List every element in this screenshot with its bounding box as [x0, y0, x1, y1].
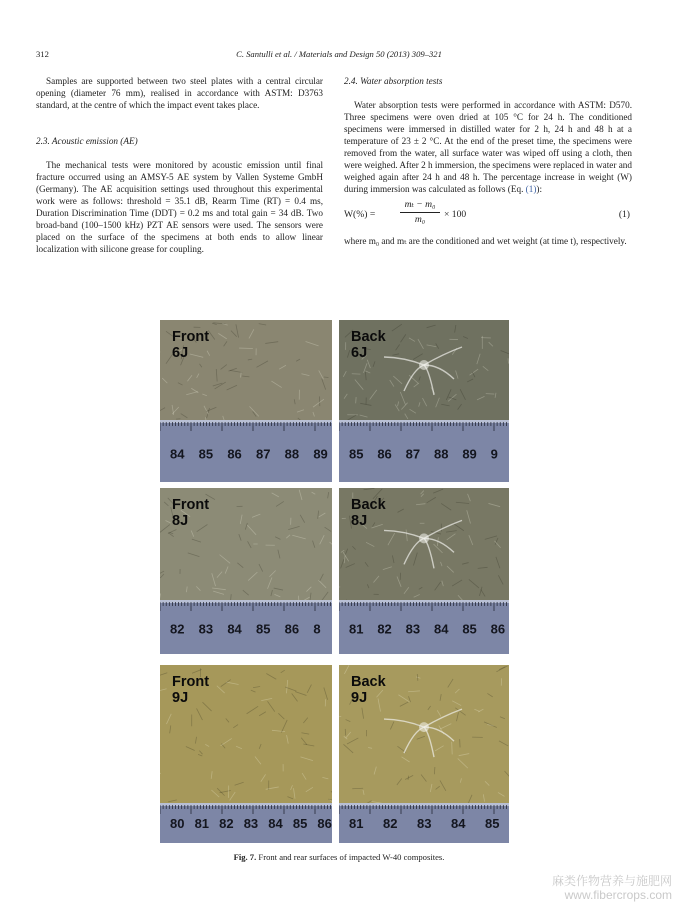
- ruler-number: 83: [405, 621, 421, 637]
- ruler: [339, 600, 509, 654]
- ruler-number: 82: [383, 815, 398, 831]
- ruler-number: 9: [490, 446, 498, 462]
- ruler-number: 84: [170, 446, 185, 462]
- figure-panel-back-6j: [339, 320, 509, 482]
- page-number: 312: [36, 49, 49, 59]
- equation-denominator: m₀: [414, 214, 426, 225]
- ruler-number: 84: [451, 815, 466, 831]
- ruler-number: 82: [170, 621, 185, 637]
- watermark-url: www.fibercrops.com: [564, 888, 672, 902]
- paragraph-where: where m₀ and mₜ are the conditioned and wet weight (at time t), respectively.: [344, 236, 627, 246]
- ruler-number: 82: [377, 621, 392, 637]
- caption-label: Fig. 7.: [233, 852, 257, 862]
- site-watermark: [552, 874, 672, 902]
- ruler-number: 85: [462, 621, 477, 637]
- figure-panel-front-9j: [160, 665, 332, 843]
- equation-numerator: mₜ − m₀: [400, 199, 440, 213]
- ruler-number: 89: [462, 446, 477, 462]
- impact-point: [419, 722, 429, 732]
- paragraph-water-end: ):: [536, 184, 543, 194]
- panel-energy-label: 9J: [172, 689, 189, 706]
- ruler-number: 81: [349, 621, 364, 637]
- ruler-number: 87: [405, 446, 421, 462]
- ruler-number: 80: [170, 815, 185, 831]
- ruler-number: 88: [284, 446, 300, 462]
- impact-point: [419, 533, 429, 543]
- ruler-number: 84: [268, 815, 283, 831]
- left-column: [36, 75, 323, 255]
- ruler-edge: [160, 600, 332, 603]
- fiber-texture: [298, 596, 299, 601]
- figure-panel-back-8j: [339, 488, 509, 654]
- ruler-number: 85: [485, 815, 500, 831]
- ruler-number: 82: [219, 815, 234, 831]
- ruler-number: 87: [256, 446, 271, 462]
- panel-energy-label: 8J: [351, 512, 368, 529]
- ruler-number: 86: [317, 815, 332, 831]
- ruler-number: 86: [227, 446, 242, 462]
- panel-side-label: Front: [172, 674, 210, 690]
- section-title-ae: 2.3. Acoustic emission (AE): [36, 136, 138, 146]
- ruler: [160, 420, 332, 482]
- panel-side-label: Front: [172, 497, 210, 513]
- panel-energy-label: 6J: [351, 344, 368, 361]
- panel-side-label: Back: [351, 329, 386, 345]
- ruler-number: 86: [490, 621, 506, 637]
- panel-energy-label: 9J: [351, 689, 368, 706]
- fiber-texture: [324, 377, 328, 378]
- equation-link[interactable]: (1): [525, 184, 537, 194]
- ruler-edge: [339, 803, 509, 806]
- figure-panel-front-6j: [160, 320, 332, 482]
- equation-1: [344, 199, 632, 231]
- fiber-texture: [417, 674, 418, 681]
- ruler-number: 85: [198, 446, 214, 462]
- figure-caption: [0, 852, 678, 862]
- ruler-number: 85: [256, 621, 271, 637]
- watermark-chinese: 麻类作物营养与施肥网: [551, 874, 672, 888]
- ruler-number: 86: [284, 621, 300, 637]
- fiber-texture: [452, 742, 453, 755]
- ruler-edge: [160, 803, 332, 806]
- ruler-number: 81: [349, 815, 364, 831]
- ruler-edge: [339, 600, 509, 603]
- caption-text: Front and rear surfaces of impacted W-40 composites.: [258, 852, 445, 862]
- paragraph-water-text: Water absorption tests were performed in accordance with ASTM: D570. Three specimens were oven dried at 105 °C for 24 h. The conditioned specimens were immersed in distilled water for 2 h, 24 h and 48 h at a temperature of 23 ± 2 °C. At the end of the preset time, the specimens were removed from the water, all surface water was wiped off using a cloth, then were weighed. After 2 h immersion, the specimens were replaced in water and weighed again after 24 h and 48 h. The percentage increase in weight (W) during immersion was calculated as follows (Eq.: [344, 100, 632, 194]
- ruler-number: 85: [292, 815, 308, 831]
- ruler: [160, 600, 332, 654]
- ruler-number: 83: [198, 621, 214, 637]
- ruler-number: 88: [434, 446, 449, 462]
- paragraph-water: [344, 99, 632, 195]
- ruler-number: 83: [417, 815, 432, 831]
- panel-side-label: Back: [351, 674, 386, 690]
- ruler: [339, 420, 509, 482]
- paragraph-support: Samples are supported between two steel plates with a central circular opening (diameter 76 mm), realised in accordance with ASTM: D3763 standard, at the centre of which the impact event takes place.: [36, 76, 323, 110]
- ruler-number: 84: [227, 621, 242, 637]
- equation-lhs: W(%) =: [344, 209, 376, 220]
- paragraph-ae: The mechanical tests were monitored by acoustic emission until final fracture occurred using an AMSY-5 AE system by Vallen Systeme GmbH (Germany). The AE acquisition settings used throughout this experimental work were as follows: threshold = 35.1 dB, Rearm Time (RT) = 0.4 ms, Duration Discrimination Time (DDT) = 0.2 ms and total gain = 34 dB. Two broad-band (100–1500 kHz) PZT AE sensors were used. The sensors were placed on the surface of the specimens at both ends to allow linear localization with silicone grease for coupling.: [36, 160, 323, 254]
- ruler-edge: [160, 420, 332, 423]
- right-column: [344, 75, 632, 247]
- ruler-number: 8: [313, 621, 321, 637]
- figure-panel-back-9j: [339, 665, 509, 843]
- ruler-number: 86: [377, 446, 392, 462]
- ruler-number: 84: [434, 621, 449, 637]
- ruler-number: 89: [313, 446, 328, 462]
- ruler-number: 85: [349, 446, 364, 462]
- panel-energy-label: 8J: [172, 512, 189, 529]
- figure-panel-front-8j: [160, 488, 332, 654]
- equation-fraction: [400, 199, 440, 226]
- impact-point: [419, 360, 429, 370]
- fiber-texture: [352, 788, 363, 789]
- journal-citation: C. Santulli et al. / Materials and Design 50 (2013) 309–321: [236, 49, 442, 59]
- ruler-number: 83: [243, 815, 259, 831]
- ruler-edge: [339, 420, 509, 423]
- running-header: [36, 49, 642, 61]
- equation-number: (1): [618, 209, 630, 220]
- panel-energy-label: 6J: [172, 344, 189, 361]
- equation-multiplier: × 100: [444, 209, 467, 220]
- panel-side-label: Back: [351, 497, 386, 513]
- ruler-number: 81: [194, 815, 210, 831]
- section-title-water: 2.4. Water absorption tests: [344, 76, 443, 86]
- panel-side-label: Front: [172, 329, 210, 345]
